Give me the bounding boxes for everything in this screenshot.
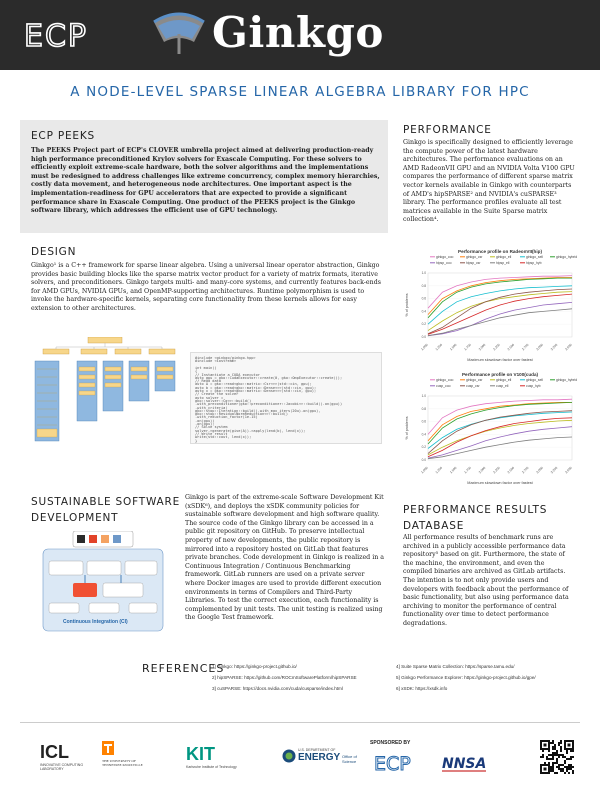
design-title: DESIGN bbox=[31, 246, 77, 258]
legend-label: ginkgo_ell bbox=[496, 255, 512, 259]
y-tick-label: 0.8 bbox=[421, 283, 426, 288]
code-line: .on(gpu)) bbox=[195, 418, 215, 423]
x-tick-label: 2.250 bbox=[492, 342, 501, 352]
legend-label: ginkgo_sell bbox=[526, 378, 543, 382]
sustainable-text: Ginkgo is part of the extreme-scale Software Development Kit (xSDK⁶), and deploys the xSDK community policies for sustainable software development and high software quality. The source code of the Ginkgo library can be accessed in a public git repository on GitHub. To preserve intellectual property of new developments, the public repository is mirrored into a repository hosted on GitLab that features private branches. Code development in Ginkgo is realized in a Continuous Integration / Continuous Benchmarking framework. GitLab runners are used on a private server where Docker images are used to provide different execution environments in terms of Compilers and Third-Party Libraries. To test the correct execution, each functionality is complemented by unit tests. The unit testing is realized using the Google Test framework. bbox=[185, 494, 385, 622]
doe-logo bbox=[282, 748, 341, 767]
ginkgo-leaf-icon bbox=[150, 12, 208, 56]
icl-logo bbox=[40, 742, 90, 771]
legend-label: hipsp_csr bbox=[466, 261, 481, 265]
sustainable-title-line1: SUSTAINABLE SOFTWARE bbox=[31, 496, 181, 508]
code-line: } bbox=[195, 438, 198, 443]
legend-label: ginkgo_ell bbox=[496, 378, 512, 382]
ecp-footer-logo bbox=[372, 752, 428, 778]
code-line: auto gpu = gko::CudaExecutor::create(0, gko::OmpExecutor::create()); bbox=[195, 375, 343, 380]
x-tick-label: 3.500 bbox=[564, 342, 573, 352]
code-line: .with_criteria( bbox=[195, 405, 228, 410]
ci-diagram bbox=[33, 531, 173, 641]
reference-item: 6] xSDK: https://xsdk.info bbox=[396, 686, 448, 691]
code-line: // Instantiate a CUDA executor bbox=[195, 372, 260, 377]
x-tick-label: 1.000 bbox=[420, 342, 429, 352]
legend-label: cusp_ell bbox=[496, 384, 509, 388]
header-banner bbox=[0, 0, 600, 70]
x-tick-label: 1.250 bbox=[434, 342, 444, 352]
ci-label: Continuous Integration (CI) bbox=[63, 619, 128, 625]
ecp-logo bbox=[22, 18, 112, 52]
doe-seal-icon bbox=[282, 749, 296, 763]
code-line: // Solve system bbox=[195, 425, 228, 430]
code-line: .with_reduction_factor(1e-15) bbox=[195, 415, 258, 420]
performance-text: Ginkgo is specifically designed to efficiently leverage the compute power of the latest hardware architectures. The performance evaluations on an AMD RadeonVII GPU and an NVIDIA Volta V100 GPU compares the performance of different sparse matrix vector kernels available in Ginkgo with counterparts of AMD's hipSPARSE² and NVIDIA's cuSPARSE³ library. The performance profiles evaluate all test matrices available in the Suite Sparse matrix collection⁴. bbox=[403, 139, 575, 224]
x-tick-label: 1.500 bbox=[449, 342, 458, 352]
code-line: write(std::cout, lend(x)); bbox=[195, 435, 252, 440]
legend-label: ginkgo_coo bbox=[436, 255, 454, 259]
legend-label: ginkgo_coo bbox=[436, 378, 454, 382]
y-axis-label: % of problems bbox=[405, 293, 409, 317]
perfdb-title-line1: PERFORMANCE RESULTS bbox=[403, 504, 548, 516]
references-title: REFERENCES bbox=[142, 662, 225, 675]
nnsa-logo-text: NNSA bbox=[442, 756, 487, 772]
code-line: .on(gpu); bbox=[195, 422, 215, 426]
design-text: Ginkgo¹ is a C++ framework for sparse linear algebra. Using a universal linear operator abstraction, Ginkgo provides basic building blocks like the sparse matrix vector product for a variety of matrix formats, iterative solvers, and preconditioners. Ginkgo targets multi- and many-core systems, and currently features back-ends for AMD GPUs, NVIDIA GPUs, and OpenMP-supporting architectures. Runtime polymorphism is used to invoke the hardware-specific kernels, separating core functionality from these kernels allows for easy extension to other architectures. bbox=[31, 262, 381, 312]
legend-label: hipsp_hyb bbox=[526, 261, 542, 265]
legend-label: ginkgo_csr bbox=[466, 378, 483, 382]
y-axis-label: % of problems bbox=[405, 416, 409, 440]
chart-radeon bbox=[400, 245, 580, 365]
perfdb-title-line2: DATABASE bbox=[403, 520, 465, 532]
x-tick-label: 2.250 bbox=[492, 465, 501, 475]
kit-logo-text: KIT bbox=[186, 744, 215, 764]
reference-item: 1] Ginkgo: https://ginkgo-project.github.io/ bbox=[212, 664, 297, 669]
code-line: // Read data bbox=[195, 379, 221, 384]
code-line: gko::stop::ResidualNormReduction<>::build() bbox=[195, 412, 289, 417]
y-tick-label: 1.0 bbox=[421, 394, 426, 398]
x-tick-label: 1.750 bbox=[463, 465, 472, 475]
y-tick-label: 0.6 bbox=[421, 296, 426, 301]
icl-logo-subtext: INNOVATIVE COMPUTING LABORATORY bbox=[40, 763, 84, 771]
x-tick-label: 2.500 bbox=[506, 342, 516, 352]
legend-label: ginkgo_csr bbox=[466, 255, 483, 259]
code-line: int main() bbox=[195, 365, 217, 370]
x-tick-label: 1.000 bbox=[420, 465, 429, 475]
code-line: { bbox=[195, 369, 198, 374]
x-tick-label: 1.750 bbox=[463, 342, 472, 352]
qr-code bbox=[540, 740, 574, 778]
x-tick-label: 1.500 bbox=[449, 465, 458, 475]
x-tick-label: 3.250 bbox=[549, 465, 559, 475]
nnsa-logo bbox=[440, 752, 488, 778]
performance-title: PERFORMANCE bbox=[403, 124, 492, 136]
legend-label: cusp_coo bbox=[436, 384, 451, 388]
code-line: #include <iostream> bbox=[195, 359, 237, 364]
tennessee-logo-text: THE UNIVERSITY OF TENNESSEE KNOXVILLE bbox=[102, 759, 143, 767]
x-tick-label: 3.250 bbox=[549, 342, 559, 352]
kit-logo bbox=[186, 744, 237, 769]
legend-label: cusp_hyb bbox=[526, 384, 541, 388]
doe-logo-subtext: U.S. DEPARTMENT OF bbox=[298, 748, 336, 752]
reference-item: 2] hipSPARSE: https://github.com/ROCmSoftwarePlatform/hipSPARSE bbox=[212, 675, 357, 680]
ecp-peeks-title: ECP PEEKS bbox=[31, 130, 95, 142]
y-tick-label: 0.2 bbox=[421, 322, 426, 327]
x-tick-label: 3.000 bbox=[535, 465, 544, 475]
sponsored-by-label: SPONSORED BY bbox=[370, 740, 411, 746]
x-tick-label: 3.000 bbox=[535, 342, 544, 352]
x-tick-label: 1.250 bbox=[434, 465, 444, 475]
code-line: .with_preconditioner(gko::preconditioner::Jacobi<>::build().on(gpu)) bbox=[195, 402, 343, 407]
x-tick-label: 2.750 bbox=[521, 465, 530, 475]
y-tick-label: 0.4 bbox=[421, 309, 426, 314]
x-tick-label: 2.000 bbox=[477, 465, 487, 475]
svg-text:ECP: ECP bbox=[24, 19, 88, 52]
code-line: gko::solver::Cg<>::build() bbox=[195, 398, 252, 403]
y-tick-label: 0.8 bbox=[421, 406, 426, 411]
page-subtitle: A NODE-LEVEL SPARSE LINEAR ALGEBRA LIBRARY FOR HPC bbox=[70, 84, 530, 100]
y-tick-label: 0.0 bbox=[421, 335, 426, 339]
y-tick-label: 0.0 bbox=[421, 458, 426, 462]
icl-logo-text: ICL bbox=[40, 742, 69, 762]
page-title: Ginkgo bbox=[212, 8, 384, 57]
x-tick-label: 3.500 bbox=[564, 465, 573, 475]
legend-label: ginkgo_hybrid bbox=[556, 378, 578, 382]
tennessee-logo bbox=[102, 740, 150, 767]
legend-label: ginkgo_hybrid bbox=[556, 255, 578, 259]
reference-item: 3] cuSPARSE: https://docs.nvidia.com/cuda/cusparse/index.html bbox=[212, 686, 343, 691]
chart-title: Performance profile on V100(cuda) bbox=[461, 372, 539, 377]
sustainable-title-line2: DEVELOPMENT bbox=[31, 512, 119, 524]
code-line: auto A = gko::read<gko::matrix::Csr<>>(std::cin, gpu); bbox=[195, 382, 312, 387]
legend-label: cusp_csr bbox=[466, 384, 480, 388]
y-tick-label: 0.6 bbox=[421, 419, 426, 424]
y-tick-label: 1.0 bbox=[421, 271, 426, 275]
class-hierarchy-diagram bbox=[33, 337, 183, 447]
code-line: solver->generate(give(A))->apply(lend(b), lend(x)); bbox=[195, 428, 306, 433]
office-science-logo: Office of Science bbox=[342, 754, 357, 764]
code-line: gko::stop::Iteration::build().with_max_iters(20u).on(gpu), bbox=[195, 408, 321, 413]
x-tick-label: 2.500 bbox=[506, 465, 516, 475]
code-line: auto solver = bbox=[195, 395, 224, 400]
code-line: // Create the solver bbox=[195, 392, 239, 397]
y-tick-label: 0.4 bbox=[421, 432, 426, 437]
legend-label: hipsp_ell bbox=[496, 261, 510, 265]
legend-label: ginkgo_sell bbox=[526, 255, 543, 259]
ecp-footer-logo-text: ECP bbox=[374, 753, 411, 774]
tennessee-t-icon bbox=[102, 741, 114, 755]
reference-item: 5] Ginkgo Performance Explorer: https://ginkgo-project.github.io/gpe/ bbox=[396, 675, 536, 680]
x-tick-label: 2.750 bbox=[521, 342, 530, 352]
chart-title: Performance profile on RadeonVII(hip) bbox=[458, 249, 542, 254]
x-tick-label: 2.000 bbox=[477, 342, 487, 352]
kit-logo-subtext: Karlsruhe Institute of Technology bbox=[186, 765, 237, 769]
doe-logo-text: ENERGY bbox=[298, 752, 341, 763]
legend-label: hipsp_coo bbox=[436, 261, 452, 265]
x-axis-label: Maximum slowdown factor over fastest bbox=[467, 481, 533, 485]
x-axis-label: Maximum slowdown factor over fastest bbox=[467, 358, 533, 362]
code-line: auto x = gko::read<gko::matrix::Dense<>>(std::cin, gpu); bbox=[195, 389, 317, 393]
code-line: // Write result bbox=[195, 431, 228, 436]
reference-item: 4] Suite Sparse Matrix Collection: https://sparse.tamu.edu/ bbox=[396, 664, 515, 669]
perfdb-text: All performance results of benchmark runs are archived in a publicly accessible performance data repository⁵ based on git. Furthermore, the state of the machine, the environment, and even the compiled binaries are archived as GitLab artifacts. The intention is to not only provide users and developers with feedback about the performance of basic functionality, but also using performance data archiving to monitor the performance of central functionality over time to detect performance degradations. bbox=[403, 534, 569, 627]
code-line: auto b = gko::read<gko::matrix::Dense<>>(std::cin, gpu); bbox=[195, 385, 317, 390]
code-line: #include <ginkgo/ginkgo.hpp> bbox=[195, 356, 256, 360]
y-tick-label: 0.2 bbox=[421, 445, 426, 450]
chart-v100 bbox=[400, 368, 580, 488]
ecp-peeks-text: The PEEKS Project part of ECP's CLOVER umbrella project aimed at delivering production-ready high performance preconditioned Krylov solvers for Exascale Computing. For these solvers to efficiently exploit extreme-scale hardware, both the solver algorithms and the implementations must be redesigned to address challenges like extreme concurrency, complex memory hierarchies, costly data movement, and heterogeneous node architectures. One important aspect is the implementation-readiness for GPU accelerators that are expected to provide a significant performance share in Exascale Computing. One product of the PEEKS project is the Ginkgo software library, which addresses the efficient use of GPU technology. bbox=[31, 147, 380, 215]
code-sample bbox=[190, 352, 382, 444]
